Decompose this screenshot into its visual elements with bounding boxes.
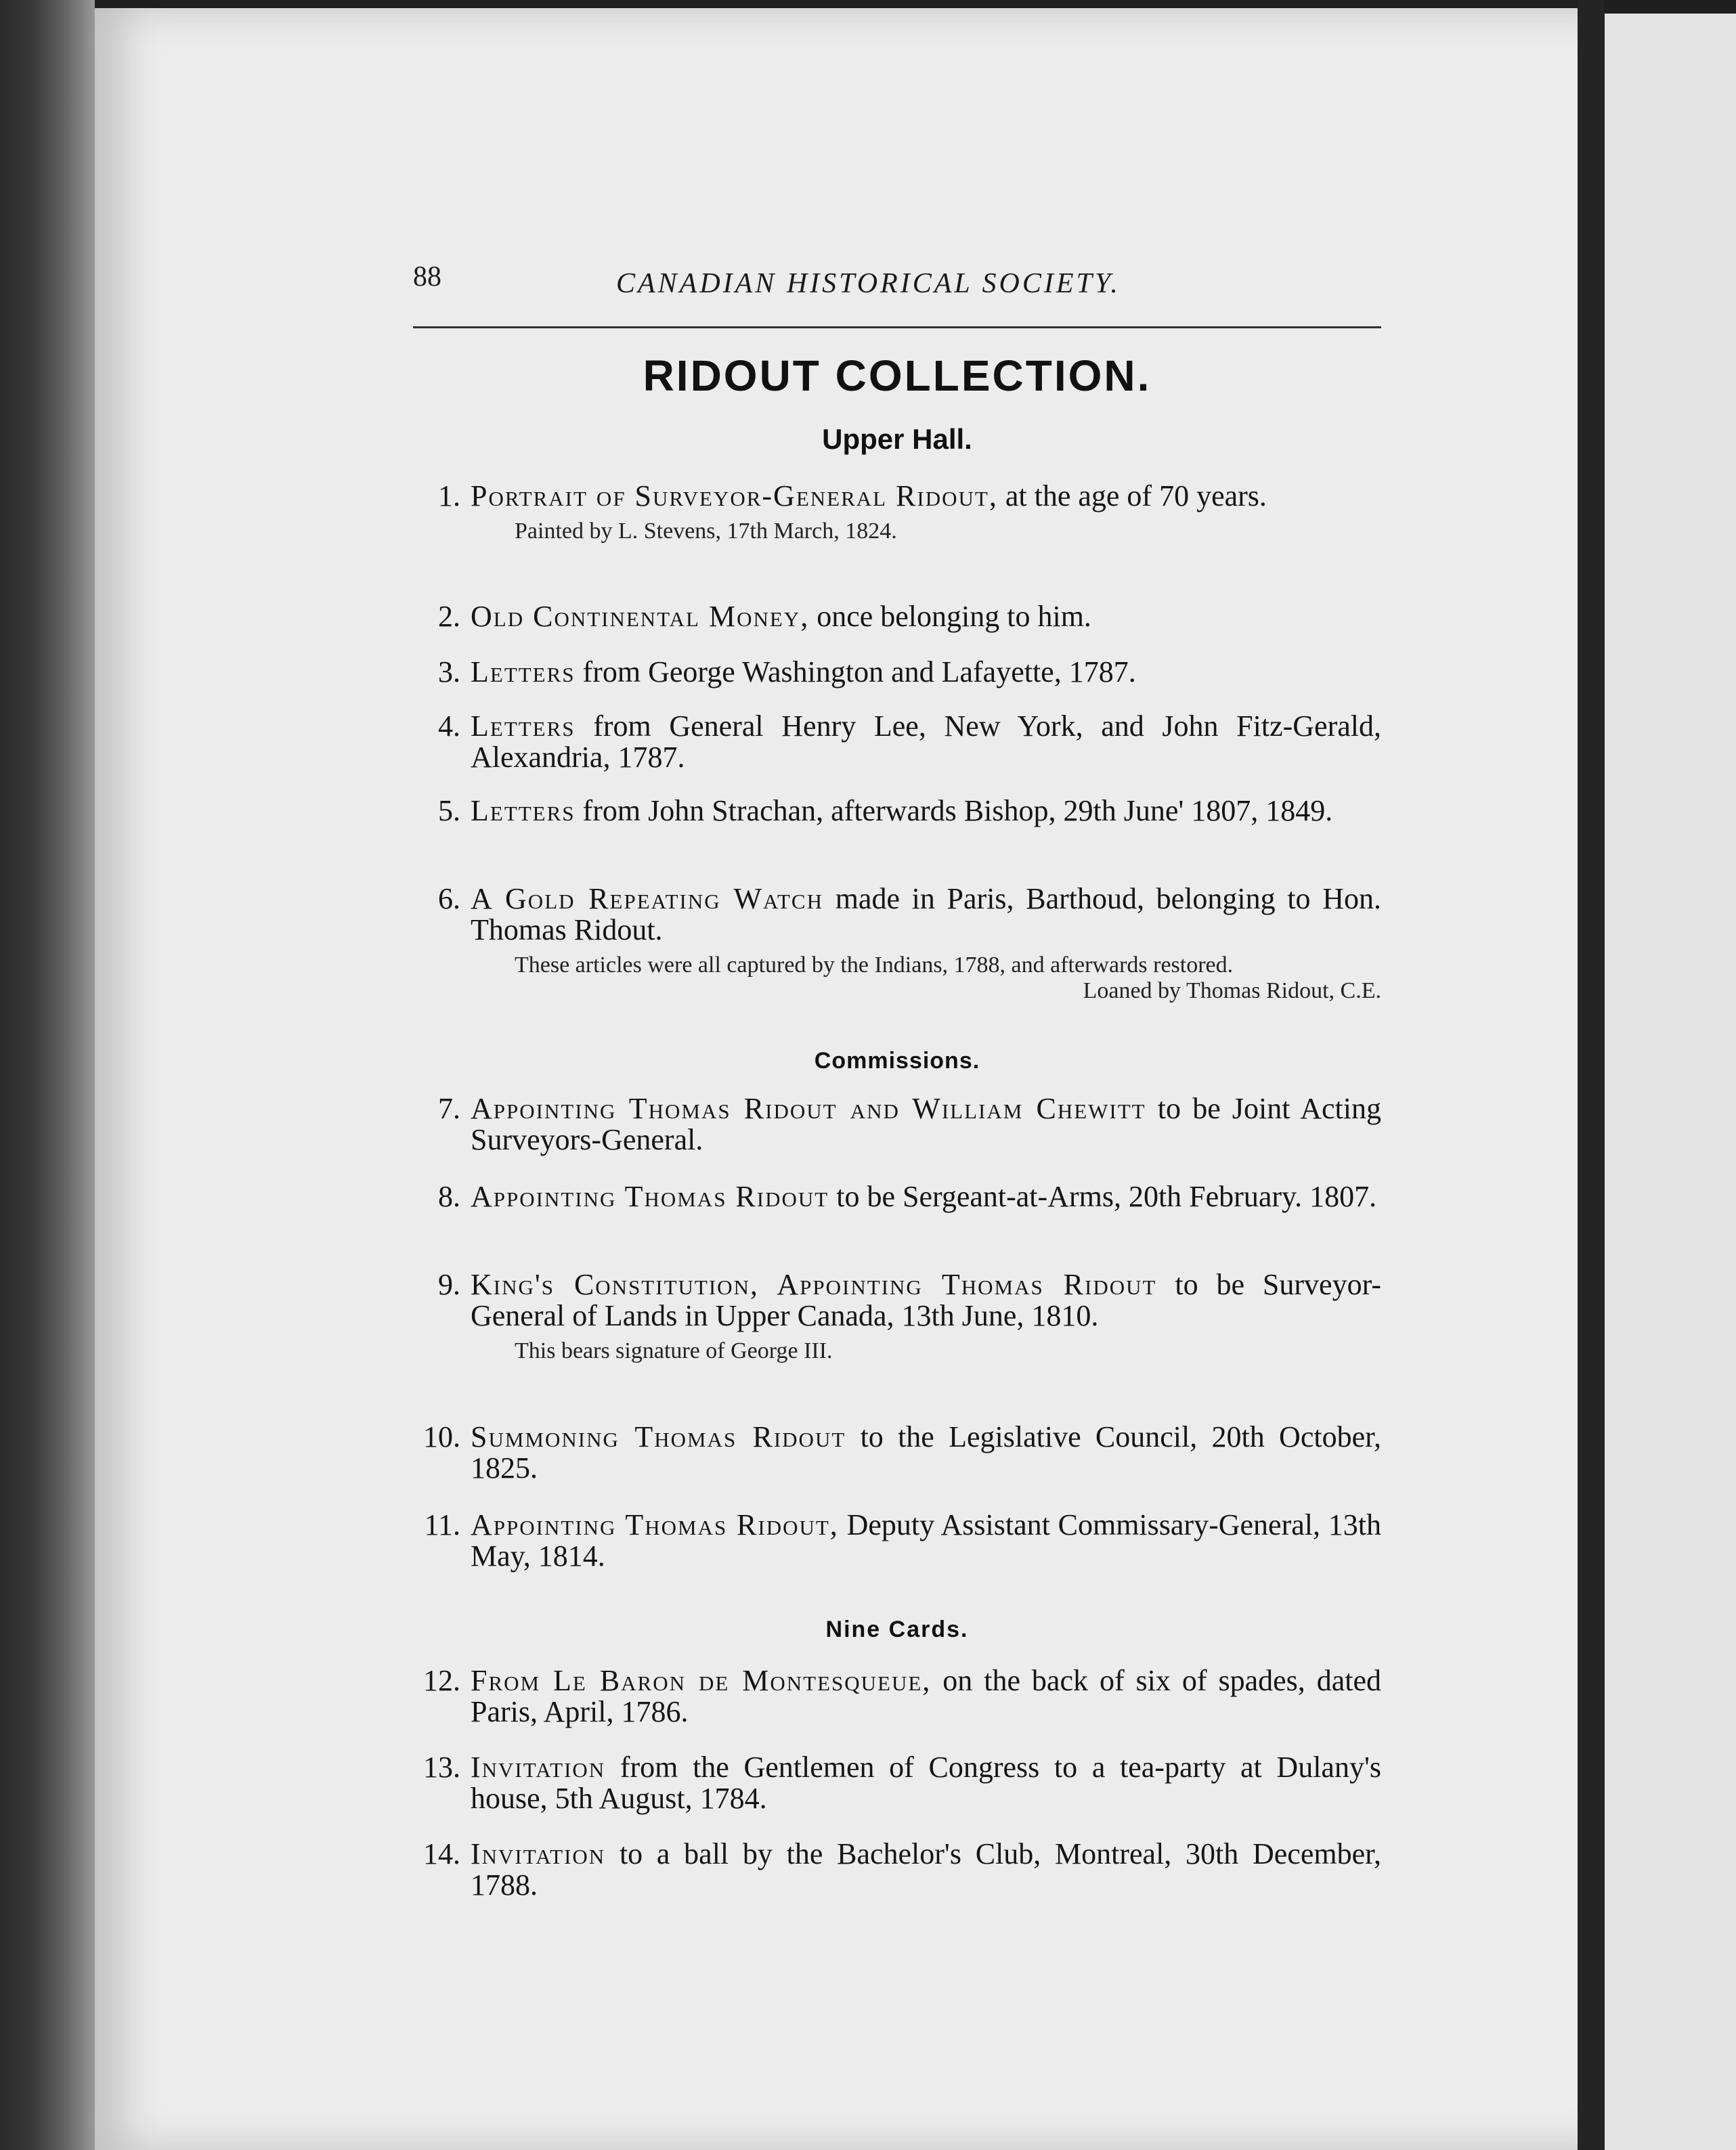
list-item	[399, 1422, 1381, 1484]
list-item	[399, 1839, 1381, 1901]
item-title: From Le Baron de Montesqueue,	[471, 1664, 932, 1697]
item-title: Appointing Thomas Ridout	[471, 1180, 829, 1213]
book-page	[95, 8, 1591, 2150]
item-number: 9.	[438, 1268, 460, 1301]
item-number: 5.	[438, 794, 460, 827]
item-number: 6.	[438, 882, 460, 915]
page-gutter	[1578, 0, 1605, 2150]
section-heading-nine-cards: Nine Cards.	[825, 1617, 969, 1642]
section-heading-upper-hall: Upper Hall.	[822, 423, 972, 455]
scan-binding-edge	[0, 0, 95, 2150]
item-text: to a ball by the Bachelor's Club, Montreal, 30th December, 1788.	[471, 1837, 1382, 1902]
item-number: 10.	[423, 1420, 460, 1453]
provenance-note: These articles were all captured by the Indians, 1788, and afterwards restored.	[515, 952, 1234, 978]
item-title: Summoning Thomas Ridout	[471, 1420, 846, 1453]
list-item	[399, 1093, 1381, 1156]
item-text: to be Surveyor-General of Lands in Upper Canada, 13th June, 1810.	[471, 1268, 1381, 1332]
item-title: Appointing Thomas Ridout and William Chewitt	[471, 1092, 1146, 1125]
item-title: Invitation	[471, 1751, 606, 1784]
item-title: Old Continental Money,	[471, 600, 810, 633]
list-item	[399, 1752, 1381, 1814]
item-text: from George Washington and Lafayette, 1787.	[582, 655, 1136, 688]
list-item	[399, 1510, 1381, 1572]
list-item	[399, 883, 1381, 1004]
item-title: Letters	[471, 709, 576, 743]
loan-credit: Loaned by Thomas Ridout, C.E.	[1083, 978, 1381, 1003]
item-text: made in Paris, Barthoud, belonging to Hon. Thomas Ridout.	[471, 882, 1381, 946]
item-title: A Gold Repeating Watch	[471, 882, 823, 915]
item-text: from John Strachan, afterwards Bishop, 29th June' 1807, 1849.	[582, 794, 1333, 827]
item-title: King's Constitution, Appointing Thomas Ridout	[471, 1268, 1157, 1301]
item-number: 13.	[423, 1751, 460, 1784]
list-item	[399, 1181, 1381, 1212]
item-title: Appointing Thomas Ridout,	[471, 1508, 839, 1541]
page-number: 88	[413, 261, 441, 292]
item-number: 3.	[438, 655, 460, 688]
item-text: to the Legislative Council, 20th October, 1825.	[471, 1420, 1381, 1485]
item-number: 12.	[423, 1664, 460, 1697]
collection-title: RIDOUT COLLECTION.	[643, 351, 1152, 400]
running-title: CANADIAN HISTORICAL SOCIETY.	[616, 268, 1121, 299]
item-title: Letters	[471, 794, 576, 827]
item-text: from the Gentlemen of Congress to a tea-party at Dulany's house, 5th August, 1784.	[471, 1751, 1382, 1815]
item-number: 7.	[438, 1092, 460, 1125]
list-item	[399, 657, 1381, 688]
item-number: 14.	[423, 1837, 460, 1870]
item-number: 2.	[438, 600, 460, 633]
facing-page-edge	[1605, 14, 1736, 2150]
item-number: 8.	[438, 1180, 460, 1213]
item-title: Letters	[471, 655, 576, 688]
item-text: at the age of 70 years.	[1005, 479, 1267, 512]
item-text: to be Sergeant-at-Arms, 20th February. 1807.	[836, 1180, 1377, 1213]
list-item	[399, 795, 1381, 827]
list-item	[399, 1665, 1381, 1728]
item-number: 11.	[424, 1508, 460, 1541]
item-note: This bears signature of George III.	[515, 1338, 833, 1363]
item-note	[515, 952, 1381, 1003]
item-text: from General Henry Lee, New York, and John Fitz-Gerald, Alexandria, 1787.	[471, 709, 1381, 774]
header-rule	[413, 326, 1381, 328]
item-text: Deputy Assistant Commissary-General, 13th May, 1814.	[471, 1508, 1381, 1573]
list-item	[399, 711, 1381, 773]
item-number: 4.	[438, 709, 460, 743]
item-title: Portrait of Surveyor-General Ridout,	[471, 479, 998, 512]
item-note: Painted by L. Stevens, 17th March, 1824.	[515, 519, 897, 544]
list-item	[399, 601, 1381, 632]
item-text: to be Joint Acting Surveyors-General.	[471, 1092, 1381, 1156]
item-text: once belonging to him.	[817, 600, 1091, 633]
item-number: 1.	[438, 479, 460, 512]
page-header	[413, 261, 1381, 308]
item-title: Invitation	[471, 1837, 606, 1870]
item-text: on the back of six of spades, dated Paris, April, 1786.	[471, 1664, 1382, 1728]
section-heading-commissions: Commissions.	[814, 1048, 980, 1074]
list-item	[399, 481, 1381, 544]
list-item	[399, 1269, 1381, 1364]
